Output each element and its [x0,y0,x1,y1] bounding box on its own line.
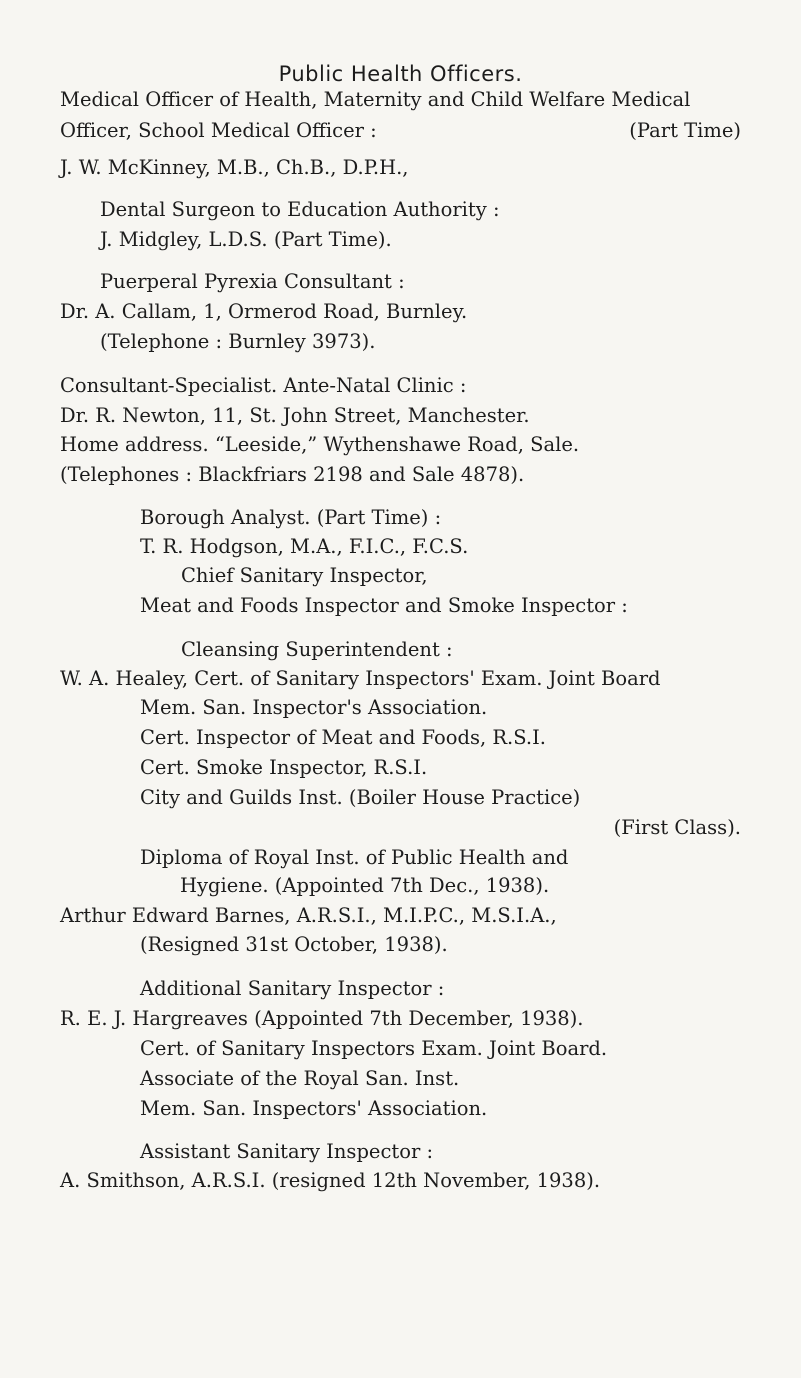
antenatal-heading: Consultant-Specialist. Ante-Natal Clinic : [60,374,467,397]
dental-name: J. Midgley, L.D.S. (Part Time). [100,228,392,251]
moh-name: J. W. McKinney, M.B., Ch.B., D.P.H., [60,156,409,179]
assistant-inspector-heading: Assistant Sanitary Inspector : [140,1140,434,1163]
antenatal-phones: (Telephones : Blackfriars 2198 and Sale 4878). [60,463,525,486]
sanitary-qualification-5: Diploma of Royal Inst. of Public Health and [140,846,569,869]
previous-inspector-name: Arthur Edward Barnes, A.R.S.I., M.I.P.C., M.S.I.A., [60,904,557,927]
sanitary-qualification-3: Cert. Smoke Inspector, R.S.I. [140,756,428,779]
additional-qualification-3: Mem. San. Inspectors' Association. [140,1097,488,1120]
additional-inspector-name: R. E. J. Hargreaves (Appointed 7th December, 1938). [60,1007,584,1030]
sanitary-name: W. A. Healey, Cert. of Sanitary Inspectors' Exam. Joint Board [60,667,661,690]
antenatal-name: Dr. R. Newton, 11, St. John Street, Manchester. [60,404,530,427]
analyst-name: T. R. Hodgson, M.A., F.I.C., F.C.S. [140,535,469,558]
sanitary-qualification-1: Mem. San. Inspector's Association. [140,696,488,719]
additional-qualification-1: Cert. of Sanitary Inspectors Exam. Joint Board. [140,1037,608,1060]
sanitary-qualification-6: Hygiene. (Appointed 7th Dec., 1938). [180,874,550,897]
additional-qualification-2: Associate of the Royal San. Inst. [140,1067,460,1090]
puerperal-name: Dr. A. Callam, 1, Ormerod Road, Burnley. [60,300,468,323]
page-title: Public Health Officers. [278,62,523,86]
puerperal-heading: Puerperal Pyrexia Consultant : [100,270,405,293]
moh-heading-line-1: Medical Officer of Health, Maternity and Child Welfare Medical [60,88,691,111]
cleansing-superintendent-heading: Cleansing Superintendent : [181,638,453,661]
analyst-heading: Borough Analyst. (Part Time) : [140,506,442,529]
moh-part-time: (Part Time) [629,119,741,142]
meat-smoke-inspector-heading: Meat and Foods Inspector and Smoke Inspector : [140,594,628,617]
sanitary-qualification-4: City and Guilds Inst. (Boiler House Practice) [140,786,581,809]
previous-inspector-note: (Resigned 31st October, 1938). [140,933,448,956]
puerperal-phone: (Telephone : Burnley 3973). [100,330,376,353]
additional-inspector-heading: Additional Sanitary Inspector : [140,977,445,1000]
assistant-inspector-name: A. Smithson, A.R.S.I. (resigned 12th November, 1938). [60,1169,601,1192]
sanitary-qualification-2: Cert. Inspector of Meat and Foods, R.S.I. [140,726,546,749]
moh-heading-line-2: Officer, School Medical Officer : [60,119,377,142]
chief-inspector-heading: Chief Sanitary Inspector, [181,564,428,587]
sanitary-qualification-4-class: (First Class). [613,816,741,839]
dental-heading: Dental Surgeon to Education Authority : [100,198,500,221]
antenatal-home-address: Home address. “Leeside,” Wythenshawe Road, Sale. [60,433,580,456]
